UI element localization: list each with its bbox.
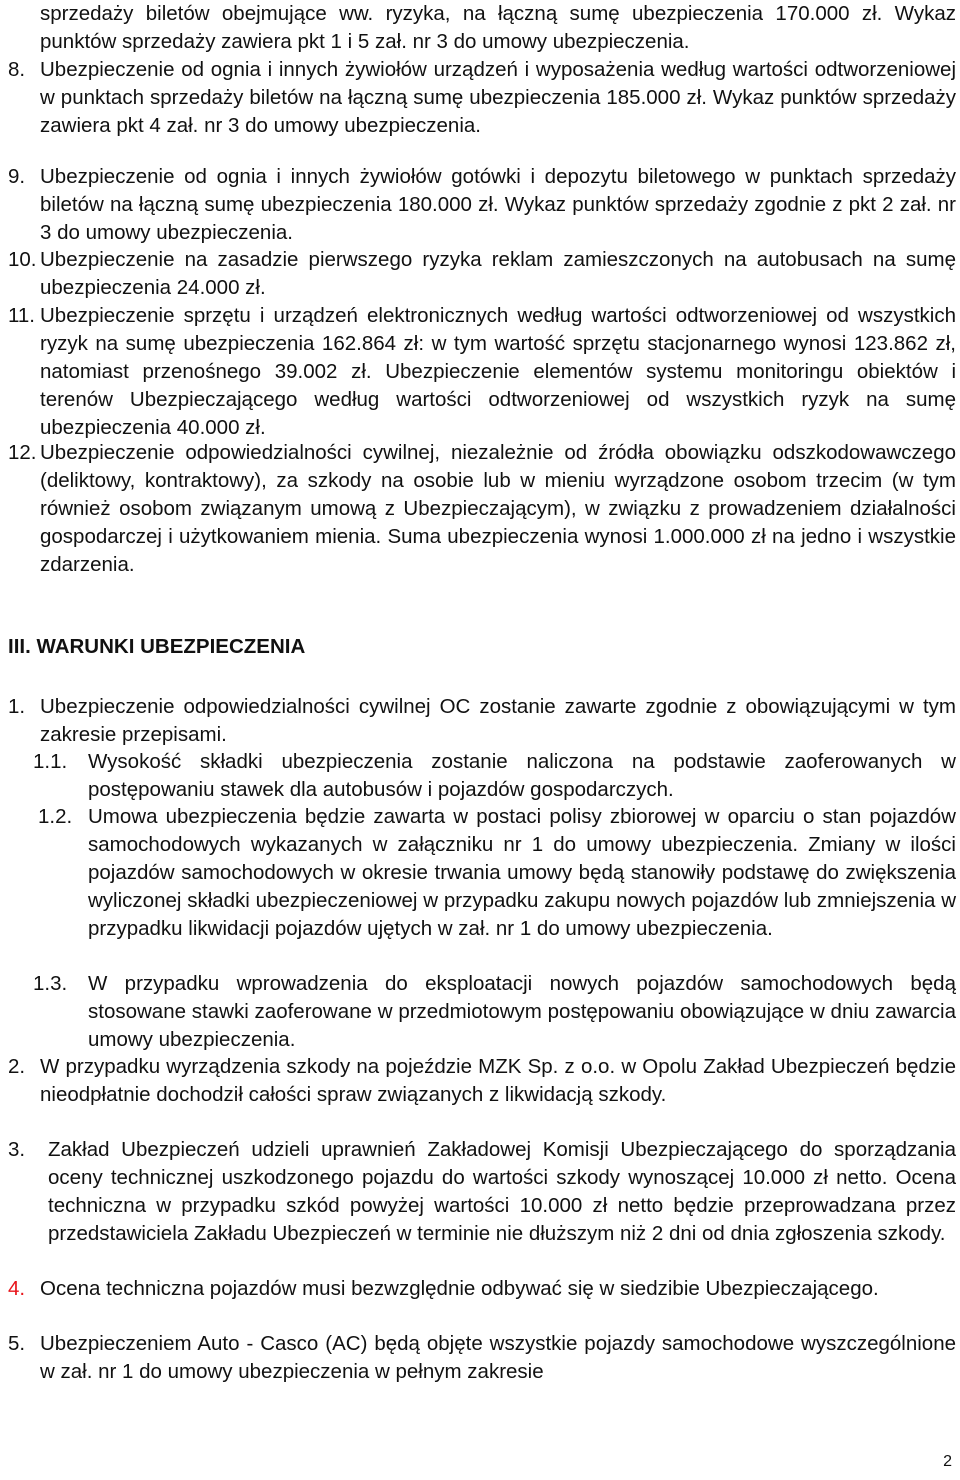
item-text: Ubezpieczenie od ognia i innych żywiołów urządzeń i wyposażenia według wartości odtworzeniowej w punktach sprzedaży biletów na łączną sumę ubezpieczenia 185.000 zł. Wykaz punktów sprzedaży zawiera pkt 4 zał. nr 3 do umowy ubezpieczenia. [40,58,956,137]
item-number: 12. [8,441,37,464]
item-text: W przypadku wprowadzenia do eksploatacji nowych pojazdów samochodowych będą stosowane stawki zaoferowane w przedmiotowym postępowaniu obowiązujące w dniu zawarcia umowy ubezpieczenia. [88,972,956,1051]
item-text: W przypadku wyrządzenia szkody na pojeździe MZK Sp. z o.o. w Opolu Zakład Ubezpieczeń będzie nieodpłatnie dochodził całości spraw związanych z likwidacją szkody. [40,1055,956,1106]
list-item-8 [8,56,956,140]
item-number: 8. [8,58,26,81]
condition-item-1-2 [38,803,956,943]
item-text: Ubezpieczenie od ognia i innych żywiołów gotówki i depozytu biletowego w punktach sprzedaży biletów na łączną sumę ubezpieczenia 180.000 zł. Wykaz punktów sprzedaży zgodnie z pkt 2 zał. nr 3 do umowy ubezpieczenia. [40,165,956,244]
list-item-10 [8,246,956,302]
condition-item-1-1 [33,748,956,804]
item-number: 5. [8,1332,26,1355]
condition-item-1 [8,693,956,749]
item-number: 1.3. [33,972,68,995]
item-text: Ubezpieczenie na zasadzie pierwszego ryzyka reklam zamieszczonych na autobusach na sumę ubezpieczenia 24.000 zł. [40,248,956,299]
item-text: Ubezpieczenie odpowiedzialności cywilnej OC zostanie zawarte zgodnie z obowiązującymi w tym zakresie przepisami. [40,695,956,746]
condition-item-3 [8,1136,956,1248]
continued-paragraph [40,0,956,56]
item-text: Wysokość składki ubezpieczenia zostanie naliczona na podstawie zaoferowanych w postępowaniu stawek dla autobusów i pojazdów gospodarczych. [88,750,956,801]
item-text: Ubezpieczenie sprzętu i urządzeń elektronicznych według wartości odtworzeniowej od wszystkich ryzyk na sumę ubezpieczenia 162.864 zł: w tym wartość sprzętu stacjonarnego wynosi 123.862 zł, natomiast przenośnego 39.002 zł. Ubezpieczenie elementów systemu monitoringu obiektów i terenów Ubezpieczającego według wartości odtworzeniowej od wszystkich ryzyk na sumę ubezpieczenia 40.000 zł. [40,304,956,439]
item-number: 3. [8,1138,26,1161]
item-number: 11. [8,304,35,327]
item-number: 1.1. [33,750,68,773]
item-number: 1. [8,695,26,718]
list-item-12 [8,439,956,579]
item-number: 2. [8,1055,26,1078]
section-heading: III. WARUNKI UBEZPIECZENIA [8,635,306,658]
condition-item-1-3 [33,970,956,1054]
condition-item-4 [8,1275,956,1303]
item-number: 10. [8,248,37,271]
paragraph-text: sprzedaży biletów obejmujące ww. ryzyka, na łączną sumę ubezpieczenia 170.000 zł. Wykaz punktów sprzedaży zawiera pkt 1 i 5 zał. nr 3 do umowy ubezpieczenia. [40,2,956,53]
item-text: Ubezpieczenie odpowiedzialności cywilnej, niezależnie od źródła obowiązku odszkodowawczego (deliktowy, kontraktowy), za szkody na osobie lub w mieniu wyrządzone osobom trzecim (w tym również osobom związanym umową z Ubezpieczającym), w związku z prowadzeniem działalności gospodarczej i użytkowaniem mienia. Suma ubezpieczenia wynosi 1.000.000 zł na jedno i wszystkie zdarzenia. [40,441,956,576]
item-text: Ubezpieczeniem Auto - Casco (AC) będą objęte wszystkie pojazdy samochodowe wyszczególnione w zał. nr 1 do umowy ubezpieczenia w pełnym zakresie [40,1332,956,1383]
list-item-11 [8,302,956,442]
item-text: Zakład Ubezpieczeń udzieli uprawnień Zakładowej Komisji Ubezpieczającego do sporządzania oceny technicznej uszkodzonego pojazdu do wartości szkody wynoszącej 10.000 zł netto. Ocena techniczna w przypadku szkód powyżej wartości 10.000 zł netto będzie przeprowadzana przez przedstawiciela Zakładu Ubezpieczeń w terminie nie dłuższym niż 2 dni od dnia zgłoszenia szkody. [48,1138,956,1245]
item-number: 1.2. [38,805,73,828]
item-text: Ocena techniczna pojazdów musi bezwzględnie odbywać się w siedzibie Ubezpieczającego. [40,1277,879,1300]
condition-item-5 [8,1330,956,1386]
item-number: 9. [8,165,26,188]
item-number-highlighted: 4. [8,1277,26,1300]
list-item-9 [8,163,956,247]
condition-item-2 [8,1053,956,1109]
item-text: Umowa ubezpieczenia będzie zawarta w postaci polisy zbiorowej w oparciu o stan pojazdów samochodowych wykazanych w załączniku nr 1 do umowy ubezpieczenia. Zmiany w ilości pojazdów samochodowych w okresie trwania umowy będą stanowiły podstawę do zwiększenia wyliczonej składki ubezpieczeniowej w przypadku zakupu nowych pojazdów lub zmniejszenia w przypadku likwidacji pojazdów ujętych w zał. nr 1 do umowy ubezpieczenia. [88,805,956,940]
page-number: 2 [943,1453,952,1470]
